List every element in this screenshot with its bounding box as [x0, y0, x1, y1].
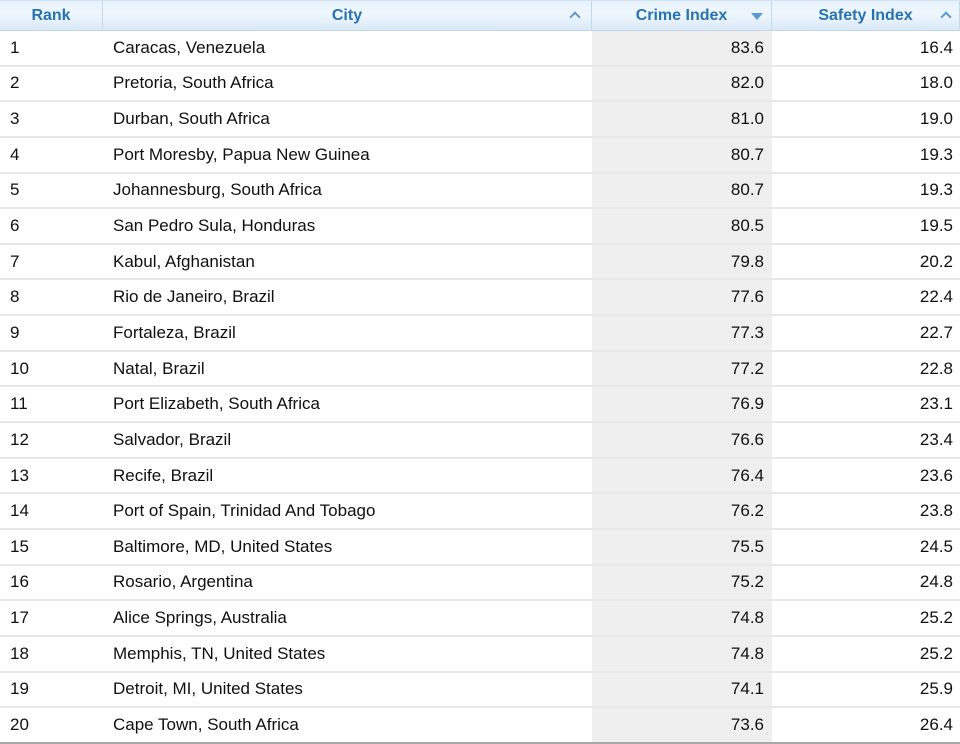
table-row — [0, 138, 960, 174]
table-row — [0, 494, 960, 530]
rank-cell: 7 — [10, 251, 20, 271]
city-cell: Natal, Brazil — [113, 358, 205, 378]
rank-cell: 3 — [10, 109, 20, 129]
crime-index-cell: 77.3 — [592, 316, 772, 350]
sort-descending-icon — [751, 13, 763, 20]
rank-cell: 17 — [10, 608, 29, 628]
column-header-safety-index[interactable] — [772, 1, 960, 30]
rank-cell: 19 — [10, 679, 29, 699]
table-row — [0, 67, 960, 103]
safety-index-cell: 19.0 — [919, 109, 953, 129]
rank-cell: 10 — [10, 358, 29, 378]
safety-index-cell: 19.3 — [919, 180, 953, 200]
crime-index-cell: 76.9 — [592, 387, 772, 421]
table-row — [0, 316, 960, 352]
column-header-crime-index-label: Crime Index — [635, 6, 728, 24]
rank-cell: 16 — [10, 572, 29, 592]
safety-index-cell: 16.4 — [919, 37, 953, 57]
table-row — [0, 387, 960, 423]
sort-ascending-icon — [569, 11, 580, 22]
rank-cell: 11 — [10, 394, 28, 414]
table-row — [0, 459, 960, 495]
crime-index-cell: 75.5 — [592, 530, 772, 564]
crime-index-cell: 75.2 — [592, 566, 772, 600]
rank-cell: 9 — [10, 322, 20, 342]
safety-index-cell: 18.0 — [919, 73, 953, 93]
safety-index-cell: 22.8 — [919, 358, 953, 378]
safety-index-cell: 23.6 — [919, 465, 953, 485]
city-cell: Johannesburg, South Africa — [113, 180, 322, 200]
crime-index-cell: 83.6 — [592, 31, 772, 65]
city-cell: Caracas, Venezuela — [113, 37, 266, 57]
crime-index-cell: 79.8 — [592, 245, 772, 279]
safety-index-cell: 22.4 — [919, 287, 953, 307]
crime-index-cell: 80.7 — [592, 174, 772, 208]
crime-index-cell: 73.6 — [592, 708, 772, 742]
city-cell: Recife, Brazil — [113, 465, 214, 485]
city-cell: San Pedro Sula, Honduras — [113, 216, 316, 236]
city-cell: Port Moresby, Papua New Guinea — [113, 144, 370, 164]
crime-index-cell: 77.2 — [592, 352, 772, 386]
safety-index-cell: 23.1 — [919, 394, 953, 414]
sort-ascending-icon — [940, 11, 951, 22]
crime-index-cell: 74.8 — [592, 601, 772, 635]
table-row — [0, 423, 960, 459]
city-cell: Kabul, Afghanistan — [113, 251, 255, 271]
safety-index-cell: 19.3 — [919, 144, 953, 164]
rank-cell: 5 — [10, 180, 20, 200]
crime-index-cell: 82.0 — [592, 67, 772, 101]
table-row — [0, 31, 960, 67]
city-cell: Cape Town, South Africa — [113, 714, 299, 734]
crime-index-cell: 76.6 — [592, 423, 772, 457]
crime-index-cell: 81.0 — [592, 102, 772, 136]
table-row — [0, 673, 960, 709]
safety-index-cell: 25.2 — [919, 643, 953, 663]
table-row — [0, 530, 960, 566]
city-cell: Memphis, TN, United States — [113, 643, 326, 663]
rank-cell: 8 — [10, 287, 20, 307]
table-row — [0, 209, 960, 245]
rank-cell: 12 — [10, 429, 29, 449]
city-cell: Port of Spain, Trinidad And Tobago — [113, 501, 376, 521]
safety-index-cell: 24.5 — [919, 536, 953, 556]
table-row — [0, 102, 960, 138]
column-header-rank[interactable] — [0, 1, 103, 30]
city-cell: Alice Springs, Australia — [113, 608, 287, 628]
city-cell: Baltimore, MD, United States — [113, 536, 333, 556]
table-row — [0, 174, 960, 210]
crime-index-cell: 74.1 — [592, 673, 772, 707]
table-row — [0, 280, 960, 316]
rank-cell: 18 — [10, 643, 29, 663]
safety-index-cell: 22.7 — [919, 322, 953, 342]
city-cell: Durban, South Africa — [113, 109, 270, 129]
safety-index-cell: 23.4 — [919, 429, 953, 449]
safety-index-cell: 23.8 — [919, 501, 953, 521]
crime-index-cell: 76.4 — [592, 459, 772, 493]
rank-cell: 6 — [10, 216, 20, 236]
city-cell: Detroit, MI, United States — [113, 679, 303, 699]
table-header-row — [0, 0, 960, 31]
table-row — [0, 352, 960, 388]
safety-index-cell: 20.2 — [919, 251, 953, 271]
table-row — [0, 245, 960, 281]
rank-cell: 4 — [10, 144, 20, 164]
safety-index-cell: 24.8 — [919, 572, 953, 592]
crime-index-cell: 80.5 — [592, 209, 772, 243]
table-row — [0, 566, 960, 602]
rank-cell: 20 — [10, 714, 29, 734]
column-header-crime-index[interactable] — [592, 1, 772, 30]
column-header-safety-index-label: Safety Index — [818, 6, 913, 24]
safety-index-cell: 19.5 — [919, 216, 953, 236]
column-header-city[interactable] — [103, 1, 592, 30]
city-cell: Rio de Janeiro, Brazil — [113, 287, 275, 307]
rank-cell: 15 — [10, 536, 29, 556]
table-row — [0, 708, 960, 744]
table-row — [0, 637, 960, 673]
city-cell: Salvador, Brazil — [113, 429, 232, 449]
city-cell: Rosario, Argentina — [113, 572, 253, 592]
crime-index-cell: 77.6 — [592, 280, 772, 314]
table-row — [0, 601, 960, 637]
rank-cell: 14 — [10, 501, 29, 521]
crime-index-cell: 74.8 — [592, 637, 772, 671]
crime-index-cell: 80.7 — [592, 138, 772, 172]
city-cell: Port Elizabeth, South Africa — [113, 394, 320, 414]
table-body — [0, 31, 960, 744]
rank-cell: 2 — [10, 73, 20, 93]
city-cell: Pretoria, South Africa — [113, 73, 274, 93]
safety-index-cell: 25.9 — [919, 679, 953, 699]
rank-cell: 13 — [10, 465, 29, 485]
city-cell: Fortaleza, Brazil — [113, 322, 236, 342]
crime-index-cell: 76.2 — [592, 494, 772, 528]
column-header-rank-label: Rank — [31, 6, 71, 24]
safety-index-cell: 26.4 — [919, 714, 953, 734]
safety-index-cell: 25.2 — [919, 608, 953, 628]
rank-cell: 1 — [10, 37, 20, 57]
column-header-city-label: City — [331, 6, 363, 24]
